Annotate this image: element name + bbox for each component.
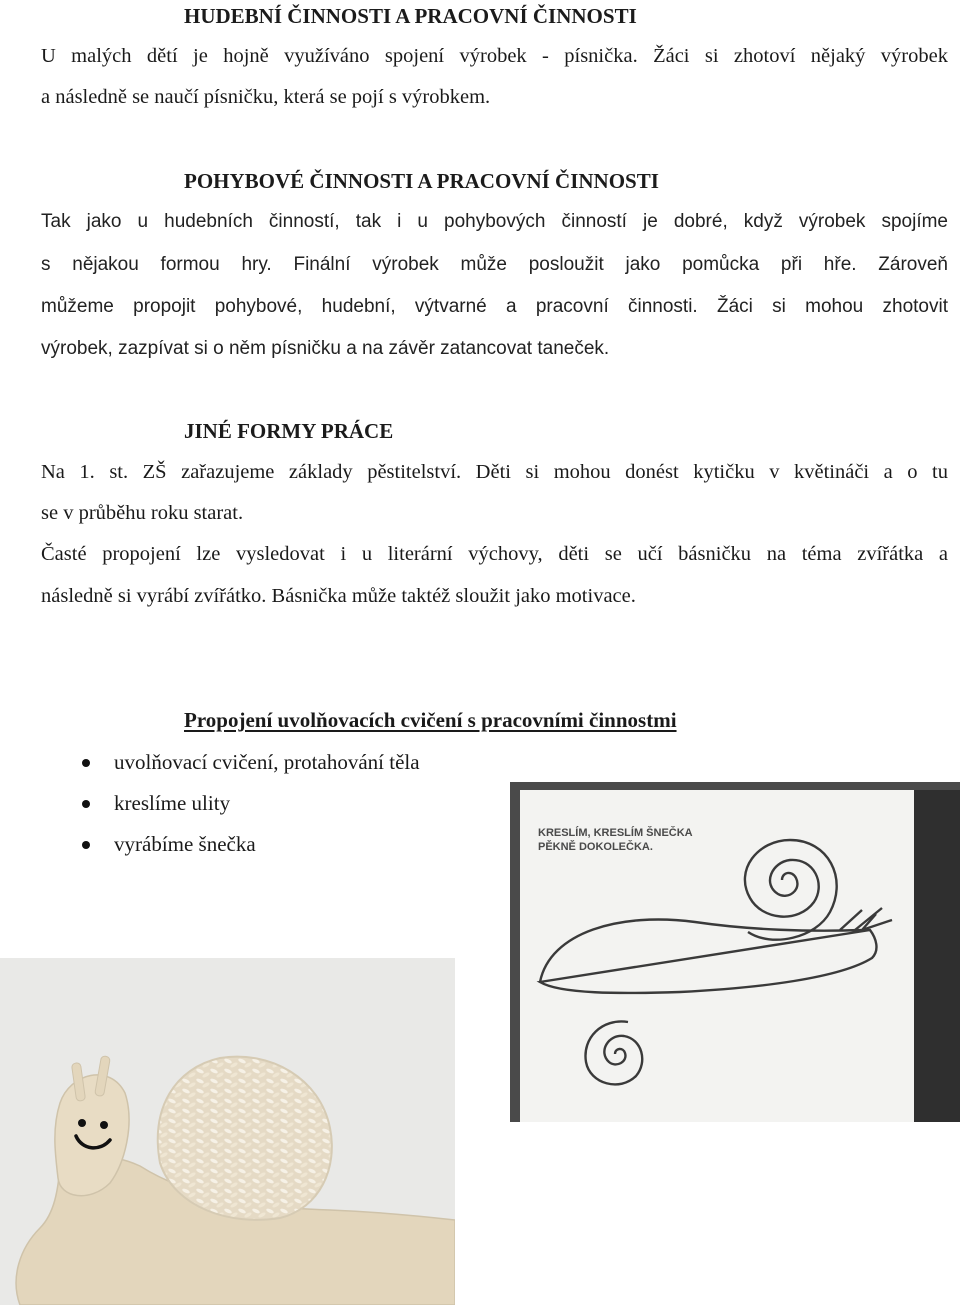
- other-line-4: následně si vyrábí zvířátko. Básnička může taktéž sloužit jako motivace.: [41, 585, 636, 607]
- bullet-text: vyrábíme šnečka: [114, 832, 256, 856]
- movement-line-3: můžeme propojit pohybové, hudební, výtvarné a pracovní činnosti. Žáci si mohou zhotovit: [41, 296, 948, 317]
- heading-relaxation: Propojení uvolňovacích cvičení s pracovními činnostmi: [184, 708, 677, 732]
- list-item: [0, 742, 420, 783]
- relaxation-bullet-list: [0, 742, 420, 865]
- bullet-dot-icon: [82, 800, 90, 808]
- bullet-text: uvolňovací cvičení, protahování těla: [114, 750, 420, 774]
- heading-other: JINÉ FORMY PRÁCE: [184, 419, 394, 443]
- bullet-dot-icon: [82, 841, 90, 849]
- worksheet-photo: [510, 782, 960, 1122]
- other-line-1: Na 1. st. ZŠ zařazujeme základy pěstitelství. Děti si mohou donést kytičku v květináči a o tu: [41, 461, 948, 483]
- movement-line-2: s nějakou formou hry. Finální výrobek může posloužit jako pomůcka při hře. Zároveň: [41, 254, 948, 275]
- music-line-1: U malých dětí je hojně využíváno spojení výrobek - písnička. Žáci si zhotoví nějaký výrobek: [41, 45, 948, 67]
- list-item: [0, 783, 420, 824]
- worksheet-title-line-1: KRESLÍM, KRESLÍM ŠNEČKA: [538, 827, 693, 839]
- bullet-text: kreslíme ulity: [114, 791, 231, 815]
- list-item: [0, 824, 420, 865]
- other-line-2: se v průběhu roku starat.: [41, 502, 244, 524]
- worksheet-illustration: [510, 782, 960, 1122]
- movement-line-4: výrobek, zazpívat si o něm písničku a na závěr zatancovat taneček.: [41, 338, 610, 359]
- movement-line-1: Tak jako u hudebních činností, tak i u pohybových činností je dobré, když výrobek spojíme: [41, 211, 948, 232]
- heading-movement: POHYBOVÉ ČINNOSTI A PRACOVNÍ ČINNOSTI: [184, 169, 659, 193]
- worksheet-title-line-2: PĚKNĚ DOKOLEČKA.: [538, 841, 653, 853]
- other-line-3: Časté propojení lze vysledovat i u literární výchovy, děti se učí básničku na téma zvířátka a: [41, 543, 948, 565]
- heading-music: HUDEBNÍ ČINNOSTI A PRACOVNÍ ČINNOSTI: [184, 4, 637, 28]
- snail-craft-illustration: [0, 958, 455, 1305]
- snail-craft-photo: [0, 958, 455, 1305]
- bullet-dot-icon: [82, 759, 90, 767]
- music-line-2: a následně se naučí písničku, která se pojí s výrobkem.: [41, 86, 491, 108]
